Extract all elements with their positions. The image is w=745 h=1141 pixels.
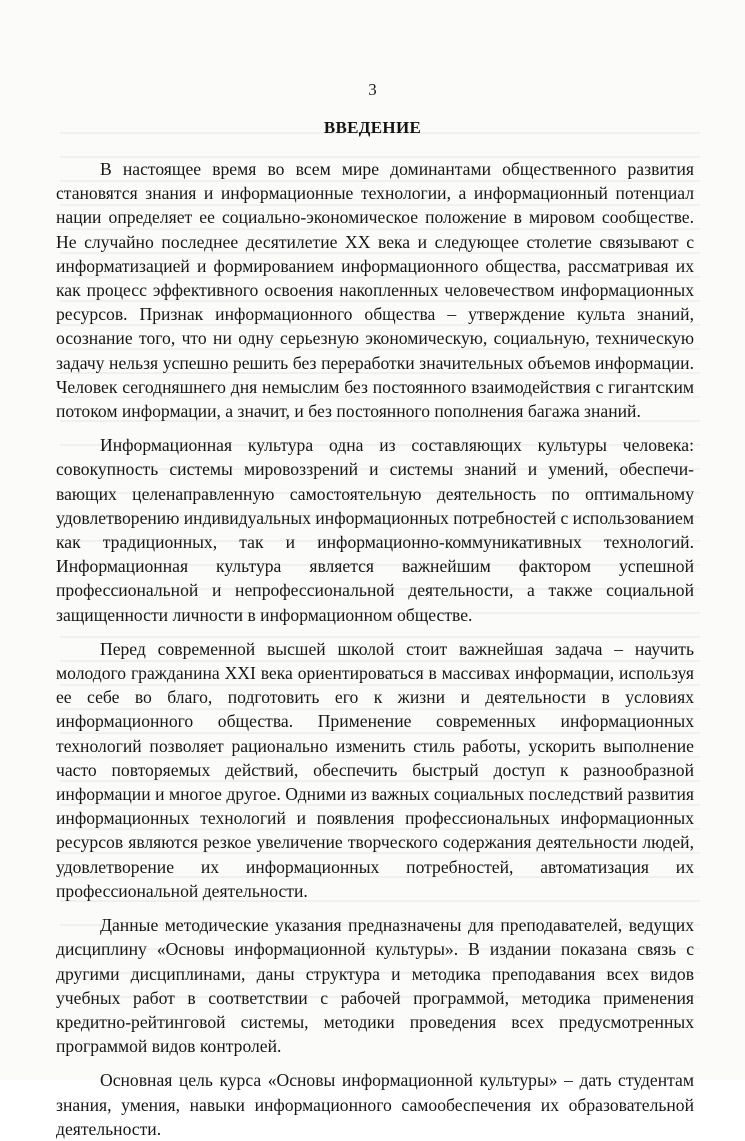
- paragraph-1: В настоящее время во всем мире доминантами общественного развития становятся знания и информационные технологии, а информационный потенциал нации определяет ее социально-экономическое положение в мировом сообществе. Не случайно последнее десятилетие XX века и следующее столетие связывают с информатизацией и формированием информационного общества, рассматривая их как процесс эффективного освоения накопленных человечеством информационных ресурсов. Признак информационного общества – утверждение культа знаний, осознание того, что ни одну серьезную экономическую, социальную, техническую задачу нельзя успешно решить без переработки значительных объемов информации. Человек сегодняшнего дня немыслим без постоянного взаимодействия с гигантским потоком информации, а значит, и без постоянного пополнения багажа знаний.: [56, 159, 694, 422]
- page-number: 3: [368, 80, 377, 99]
- body-text: [56, 157, 694, 1141]
- page-title: ВВЕДЕНИЕ: [323, 118, 422, 137]
- paragraph-5: Основная цель курса «Основы информационной культуры» – дать студентам знания, умения, навыки информационного самообеспечения их образовательной деятельности.: [56, 1070, 694, 1139]
- paragraph-4: Данные методические указания предназначены для преподавателей, ведущих дисциплину «Основы информационной культуры». В издании показана связь с другими дисциплинами, даны структура и методика преподавания всех видов учебных работ в соответствии с рабочей программой, методика применения кредитно-рейтинговой системы, методики проведения всех предусмотренных программой видов контролей.: [56, 915, 694, 1057]
- paragraph-2: Информационная культура одна из составляющих культуры человека: совокупность системы мировоззрений и системы знаний и умений, обеспечивающих целенаправленную самостоятельную деятельность по оптимальному удовлетворению индивидуальных информационных потребностей с использованием как традиционных, так и информационно-коммуникативных технологий. Информационная культура является важнейшим фактором успешной профессиональной и непрофессиональной деятельности, а также социальной защищенности личности в информационном обществе.: [56, 435, 694, 625]
- paragraph-3: Перед современной высшей школой стоит важнейшая задача – научить молодого гражданина XXI века ориентироваться в массивах информации, используя ее себе во благо, подготовить его к жизни и деятельности в условиях информационного общества. Применение современных информационных технологий позволяет рационально изменить стиль работы, ускорить выполнение часто повторяемых действий, обеспечить быстрый доступ к разнообразной информации и многое другое. Одними из важных социальных последствий развития информационных технологий и появления профессиональных информационных ресурсов являются резкое увеличение творческого содержания деятельности людей, удовлетворение их информационных потребностей, автоматизация их профессиональной деятельности.: [56, 638, 694, 901]
